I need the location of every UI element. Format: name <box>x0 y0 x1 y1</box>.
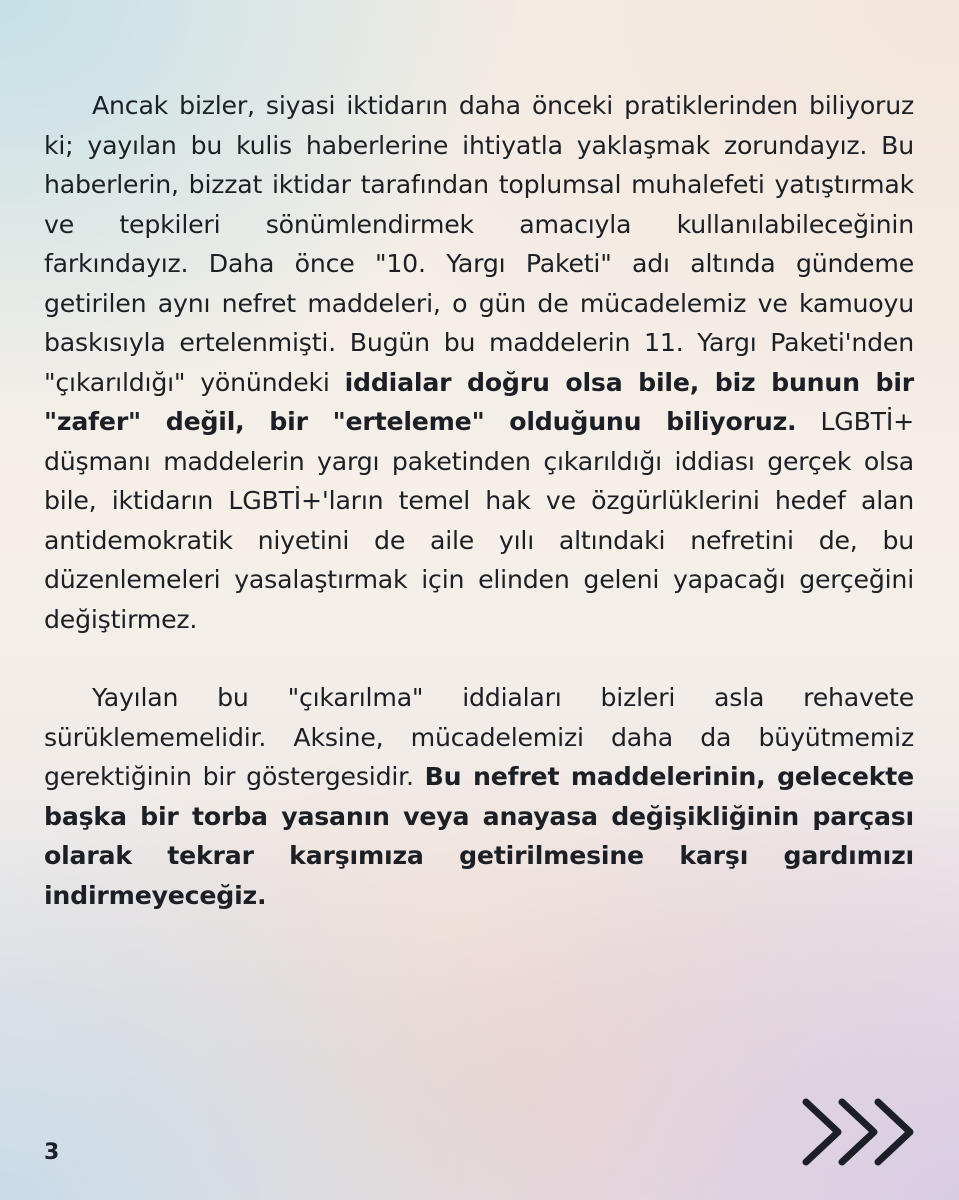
paragraph-1-emphasis: iddialar doğru olsa bile, biz bunun bir "zafer" değil, bir "erteleme" olduğunu biliyoruz. <box>44 367 915 436</box>
page-number: 3 <box>44 1140 60 1165</box>
paragraph-1 <box>44 86 914 639</box>
paragraph-1-text-a: Ancak bizler, siyasi iktidarın daha önceki pratiklerinden biliyoruz ki; yayılan bu kulis haberlerine ihtiyatla yaklaşmak zorundayız. Bu haberlerin, bizzat iktidar tarafından toplumsal muhalefeti yatıştırmak ve tepkileri sönümlendirmek amacıyla kullanılabileceğinin farkındayız. Daha önce "10. Yargı Paketi" adı altında gündeme getirilen aynı nefret maddeleri, o gün de mücadelemiz ve kamuoyu baskısıyla ertelenmişti. Bugün bu maddelerin 11. Yargı Paketi'nden "çıkarıldığı" yönündeki <box>44 91 914 397</box>
chevron-1-icon <box>806 1102 838 1162</box>
paragraph-1-text-b: LGBTİ+ düşmanı maddelerin yargı paketinden çıkarıldığı iddiası gerçek olsa bile, iktidarın LGBTİ+'ların temel hak ve özgürlüklerini hedef alan antidemokratik niyetini de aile yılı altındaki nefretini de, bu düzenlemeleri yasalaştırmak için elinden geleni yapacağı gerçeğini değiştirmez. <box>44 407 914 634</box>
chevron-3-icon <box>878 1102 910 1162</box>
article-body <box>44 86 914 915</box>
triple-chevron-right-icon[interactable] <box>798 1094 922 1170</box>
paragraph-2-emphasis: Bu nefret maddelerinin, gelecekte başka bir torba yasanın veya anayasa değişikliğinin parçası olarak tekrar karşımıza getirilmesine karşı gardımızı indirmeyeceğiz. <box>44 762 914 910</box>
chevron-2-icon <box>842 1102 874 1162</box>
paragraph-2-text-a: Yayılan bu "çıkarılma" iddiaları bizleri asla rehavete sürüklememelidir. Aksine, mücadelemizi daha da büyütmemiz gerektiğinin bir göstergesidir. <box>44 683 914 791</box>
paragraph-2 <box>44 678 914 915</box>
